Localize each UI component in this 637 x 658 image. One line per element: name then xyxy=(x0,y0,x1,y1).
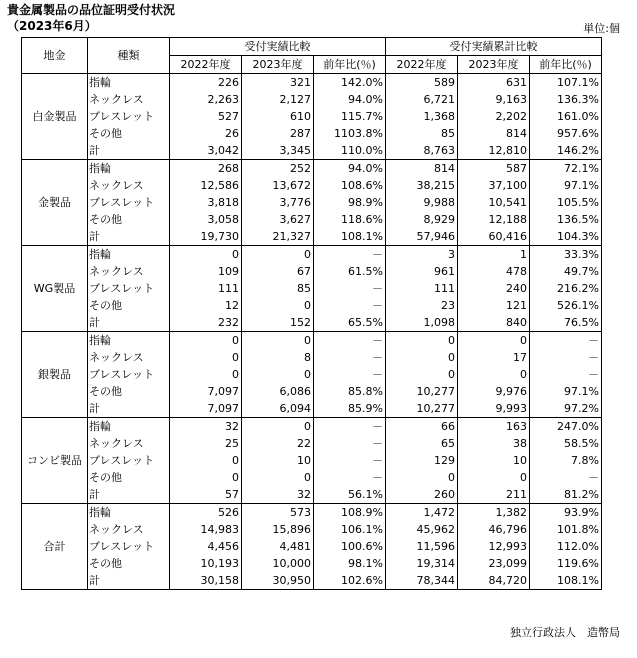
cum-prev-year-cell: 10,277 xyxy=(386,383,458,400)
prev-year-cell: 2,263 xyxy=(170,91,242,108)
type-cell: ブレスレット xyxy=(88,194,170,211)
type-cell: その他 xyxy=(88,211,170,228)
prev-year-cell: 232 xyxy=(170,314,242,332)
cum-ratio-cell: － xyxy=(530,366,602,383)
table-row xyxy=(22,349,602,366)
prev-year-cell: 14,983 xyxy=(170,521,242,538)
table-row xyxy=(22,383,602,400)
type-cell: ネックレス xyxy=(88,91,170,108)
curr-year-cell: 10,000 xyxy=(242,555,314,572)
cum-prev-year-cell: 85 xyxy=(386,125,458,142)
cum-curr-year-cell: 9,976 xyxy=(458,383,530,400)
type-cell: 指輪 xyxy=(88,246,170,264)
prev-year-cell: 0 xyxy=(170,246,242,264)
prev-year-cell: 0 xyxy=(170,349,242,366)
header-cum-prev-year: 2022年度 xyxy=(386,56,458,74)
curr-year-cell: 21,327 xyxy=(242,228,314,246)
curr-year-cell: 321 xyxy=(242,74,314,92)
curr-year-cell: 2,127 xyxy=(242,91,314,108)
cum-prev-year-cell: 1,098 xyxy=(386,314,458,332)
cum-ratio-cell: 108.1% xyxy=(530,572,602,590)
curr-year-cell: 67 xyxy=(242,263,314,280)
ratio-cell: 98.9% xyxy=(314,194,386,211)
header-prev-year: 2022年度 xyxy=(170,56,242,74)
cum-prev-year-cell: 45,962 xyxy=(386,521,458,538)
table-row xyxy=(22,211,602,228)
cum-curr-year-cell: 121 xyxy=(458,297,530,314)
prev-year-cell: 111 xyxy=(170,280,242,297)
cum-prev-year-cell: 589 xyxy=(386,74,458,92)
curr-year-cell: 30,950 xyxy=(242,572,314,590)
table-body xyxy=(22,74,602,590)
table-row xyxy=(22,263,602,280)
type-cell: 計 xyxy=(88,486,170,504)
table-row xyxy=(22,194,602,211)
table-row xyxy=(22,572,602,590)
cum-curr-year-cell: 631 xyxy=(458,74,530,92)
header-ratio: 前年比(％) xyxy=(314,56,386,74)
cum-prev-year-cell: 23 xyxy=(386,297,458,314)
cum-prev-year-cell: 8,763 xyxy=(386,142,458,160)
type-cell: ネックレス xyxy=(88,349,170,366)
ratio-cell: － xyxy=(314,297,386,314)
prev-year-cell: 526 xyxy=(170,504,242,522)
cum-curr-year-cell: 814 xyxy=(458,125,530,142)
cum-prev-year-cell: 3 xyxy=(386,246,458,264)
curr-year-cell: 0 xyxy=(242,418,314,436)
cum-ratio-cell: 97.1% xyxy=(530,177,602,194)
ratio-cell: 110.0% xyxy=(314,142,386,160)
prev-year-cell: 26 xyxy=(170,125,242,142)
header-category: 地金 xyxy=(22,38,88,74)
table-row xyxy=(22,246,602,264)
curr-year-cell: 610 xyxy=(242,108,314,125)
table-row xyxy=(22,332,602,350)
cum-curr-year-cell: 0 xyxy=(458,332,530,350)
prev-year-cell: 3,058 xyxy=(170,211,242,228)
cum-curr-year-cell: 163 xyxy=(458,418,530,436)
ratio-cell: 94.0% xyxy=(314,160,386,178)
cum-prev-year-cell: 6,721 xyxy=(386,91,458,108)
footer-publisher: 独立行政法人 造幣局 xyxy=(510,626,620,639)
category-cell: コンビ製品 xyxy=(22,418,88,504)
ratio-cell: 108.9% xyxy=(314,504,386,522)
cum-prev-year-cell: 57,946 xyxy=(386,228,458,246)
type-cell: 指輪 xyxy=(88,418,170,436)
curr-year-cell: 13,672 xyxy=(242,177,314,194)
curr-year-cell: 6,086 xyxy=(242,383,314,400)
prev-year-cell: 32 xyxy=(170,418,242,436)
ratio-cell: － xyxy=(314,469,386,486)
header-group-cumulative: 受付実績累計比較 xyxy=(386,38,602,56)
table-row xyxy=(22,418,602,436)
prev-year-cell: 0 xyxy=(170,366,242,383)
curr-year-cell: 152 xyxy=(242,314,314,332)
cum-prev-year-cell: 0 xyxy=(386,469,458,486)
prev-year-cell: 268 xyxy=(170,160,242,178)
ratio-cell: 108.6% xyxy=(314,177,386,194)
cum-prev-year-cell: 8,929 xyxy=(386,211,458,228)
table-row xyxy=(22,400,602,418)
type-cell: ブレスレット xyxy=(88,280,170,297)
cum-ratio-cell: 112.0% xyxy=(530,538,602,555)
type-cell: 指輪 xyxy=(88,332,170,350)
prev-year-cell: 12,586 xyxy=(170,177,242,194)
cum-ratio-cell: 104.3% xyxy=(530,228,602,246)
ratio-cell: － xyxy=(314,332,386,350)
cum-curr-year-cell: 9,163 xyxy=(458,91,530,108)
category-cell: WG製品 xyxy=(22,246,88,332)
cum-ratio-cell: 76.5% xyxy=(530,314,602,332)
cum-prev-year-cell: 78,344 xyxy=(386,572,458,590)
ratio-cell: 118.6% xyxy=(314,211,386,228)
type-cell: ブレスレット xyxy=(88,108,170,125)
cum-ratio-cell: 136.3% xyxy=(530,91,602,108)
header-curr-year: 2023年度 xyxy=(242,56,314,74)
prev-year-cell: 19,730 xyxy=(170,228,242,246)
curr-year-cell: 10 xyxy=(242,452,314,469)
ratio-cell: － xyxy=(314,452,386,469)
cum-ratio-cell: 161.0% xyxy=(530,108,602,125)
cum-ratio-cell: 136.5% xyxy=(530,211,602,228)
cum-curr-year-cell: 12,188 xyxy=(458,211,530,228)
type-cell: 計 xyxy=(88,572,170,590)
cum-prev-year-cell: 260 xyxy=(386,486,458,504)
table-row xyxy=(22,297,602,314)
cum-prev-year-cell: 38,215 xyxy=(386,177,458,194)
curr-year-cell: 85 xyxy=(242,280,314,297)
cum-ratio-cell: － xyxy=(530,349,602,366)
cum-curr-year-cell: 0 xyxy=(458,366,530,383)
curr-year-cell: 287 xyxy=(242,125,314,142)
cum-ratio-cell: 105.5% xyxy=(530,194,602,211)
cum-prev-year-cell: 19,314 xyxy=(386,555,458,572)
prev-year-cell: 527 xyxy=(170,108,242,125)
type-cell: ネックレス xyxy=(88,521,170,538)
cum-curr-year-cell: 211 xyxy=(458,486,530,504)
cum-prev-year-cell: 9,988 xyxy=(386,194,458,211)
cum-curr-year-cell: 46,796 xyxy=(458,521,530,538)
cum-curr-year-cell: 10 xyxy=(458,452,530,469)
cum-ratio-cell: 97.1% xyxy=(530,383,602,400)
table-row xyxy=(22,555,602,572)
cum-prev-year-cell: 0 xyxy=(386,332,458,350)
table-header xyxy=(22,38,602,74)
prev-year-cell: 57 xyxy=(170,486,242,504)
type-cell: ブレスレット xyxy=(88,538,170,555)
cum-ratio-cell: 107.1% xyxy=(530,74,602,92)
table-row xyxy=(22,486,602,504)
curr-year-cell: 0 xyxy=(242,332,314,350)
ratio-cell: 85.9% xyxy=(314,400,386,418)
prev-year-cell: 10,193 xyxy=(170,555,242,572)
cum-curr-year-cell: 60,416 xyxy=(458,228,530,246)
prev-year-cell: 0 xyxy=(170,332,242,350)
cum-curr-year-cell: 478 xyxy=(458,263,530,280)
curr-year-cell: 252 xyxy=(242,160,314,178)
type-cell: その他 xyxy=(88,125,170,142)
table-row xyxy=(22,280,602,297)
curr-year-cell: 0 xyxy=(242,366,314,383)
ratio-cell: － xyxy=(314,280,386,297)
cum-ratio-cell: － xyxy=(530,332,602,350)
header-cum-ratio: 前年比(％) xyxy=(530,56,602,74)
cum-prev-year-cell: 10,277 xyxy=(386,400,458,418)
prev-year-cell: 25 xyxy=(170,435,242,452)
cum-prev-year-cell: 0 xyxy=(386,349,458,366)
cum-curr-year-cell: 240 xyxy=(458,280,530,297)
curr-year-cell: 6,094 xyxy=(242,400,314,418)
curr-year-cell: 3,627 xyxy=(242,211,314,228)
cum-curr-year-cell: 38 xyxy=(458,435,530,452)
prev-year-cell: 109 xyxy=(170,263,242,280)
table-row xyxy=(22,74,602,92)
header-cum-curr-year: 2023年度 xyxy=(458,56,530,74)
type-cell: ネックレス xyxy=(88,435,170,452)
certification-table xyxy=(21,37,602,590)
cum-curr-year-cell: 12,993 xyxy=(458,538,530,555)
cum-ratio-cell: 33.3% xyxy=(530,246,602,264)
prev-year-cell: 226 xyxy=(170,74,242,92)
curr-year-cell: 0 xyxy=(242,469,314,486)
cum-curr-year-cell: 840 xyxy=(458,314,530,332)
prev-year-cell: 7,097 xyxy=(170,400,242,418)
cum-ratio-cell: 216.2% xyxy=(530,280,602,297)
cum-prev-year-cell: 66 xyxy=(386,418,458,436)
page-subtitle: （2023年6月） xyxy=(7,19,97,33)
cum-prev-year-cell: 129 xyxy=(386,452,458,469)
category-cell: 合計 xyxy=(22,504,88,590)
type-cell: 計 xyxy=(88,314,170,332)
cum-curr-year-cell: 17 xyxy=(458,349,530,366)
ratio-cell: － xyxy=(314,349,386,366)
prev-year-cell: 4,456 xyxy=(170,538,242,555)
cum-ratio-cell: 247.0% xyxy=(530,418,602,436)
curr-year-cell: 32 xyxy=(242,486,314,504)
ratio-cell: － xyxy=(314,435,386,452)
cum-curr-year-cell: 9,993 xyxy=(458,400,530,418)
type-cell: 計 xyxy=(88,400,170,418)
cum-curr-year-cell: 587 xyxy=(458,160,530,178)
table-row xyxy=(22,228,602,246)
cum-ratio-cell: 119.6% xyxy=(530,555,602,572)
curr-year-cell: 22 xyxy=(242,435,314,452)
cum-ratio-cell: 97.2% xyxy=(530,400,602,418)
curr-year-cell: 3,776 xyxy=(242,194,314,211)
prev-year-cell: 0 xyxy=(170,469,242,486)
cum-curr-year-cell: 37,100 xyxy=(458,177,530,194)
ratio-cell: 98.1% xyxy=(314,555,386,572)
curr-year-cell: 573 xyxy=(242,504,314,522)
cum-ratio-cell: 49.7% xyxy=(530,263,602,280)
type-cell: 指輪 xyxy=(88,74,170,92)
table-row xyxy=(22,435,602,452)
ratio-cell: 85.8% xyxy=(314,383,386,400)
curr-year-cell: 4,481 xyxy=(242,538,314,555)
cum-prev-year-cell: 11,596 xyxy=(386,538,458,555)
ratio-cell: 56.1% xyxy=(314,486,386,504)
cum-curr-year-cell: 10,541 xyxy=(458,194,530,211)
table-row xyxy=(22,160,602,178)
cum-ratio-cell: 58.5% xyxy=(530,435,602,452)
table-row xyxy=(22,177,602,194)
ratio-cell: 61.5% xyxy=(314,263,386,280)
cum-ratio-cell: 101.8% xyxy=(530,521,602,538)
type-cell: その他 xyxy=(88,555,170,572)
cum-prev-year-cell: 961 xyxy=(386,263,458,280)
cum-curr-year-cell: 1 xyxy=(458,246,530,264)
prev-year-cell: 30,158 xyxy=(170,572,242,590)
cum-prev-year-cell: 1,368 xyxy=(386,108,458,125)
cum-ratio-cell: 526.1% xyxy=(530,297,602,314)
ratio-cell: 106.1% xyxy=(314,521,386,538)
table-row xyxy=(22,108,602,125)
curr-year-cell: 0 xyxy=(242,297,314,314)
cum-ratio-cell: 957.6% xyxy=(530,125,602,142)
cum-curr-year-cell: 1,382 xyxy=(458,504,530,522)
type-cell: その他 xyxy=(88,383,170,400)
cum-curr-year-cell: 0 xyxy=(458,469,530,486)
cum-curr-year-cell: 12,810 xyxy=(458,142,530,160)
table-row xyxy=(22,521,602,538)
type-cell: その他 xyxy=(88,469,170,486)
ratio-cell: 115.7% xyxy=(314,108,386,125)
prev-year-cell: 12 xyxy=(170,297,242,314)
category-cell: 銀製品 xyxy=(22,332,88,418)
type-cell: 計 xyxy=(88,228,170,246)
cum-prev-year-cell: 65 xyxy=(386,435,458,452)
curr-year-cell: 15,896 xyxy=(242,521,314,538)
curr-year-cell: 8 xyxy=(242,349,314,366)
table-row xyxy=(22,142,602,160)
type-cell: ネックレス xyxy=(88,263,170,280)
cum-curr-year-cell: 84,720 xyxy=(458,572,530,590)
ratio-cell: 102.6% xyxy=(314,572,386,590)
ratio-cell: 1103.8% xyxy=(314,125,386,142)
ratio-cell: － xyxy=(314,246,386,264)
cum-prev-year-cell: 1,472 xyxy=(386,504,458,522)
ratio-cell: － xyxy=(314,418,386,436)
cum-prev-year-cell: 0 xyxy=(386,366,458,383)
type-cell: ブレスレット xyxy=(88,366,170,383)
table-row xyxy=(22,452,602,469)
cum-ratio-cell: 72.1% xyxy=(530,160,602,178)
curr-year-cell: 0 xyxy=(242,246,314,264)
category-cell: 金製品 xyxy=(22,160,88,246)
cum-curr-year-cell: 2,202 xyxy=(458,108,530,125)
ratio-cell: 142.0% xyxy=(314,74,386,92)
cum-prev-year-cell: 111 xyxy=(386,280,458,297)
table-row xyxy=(22,125,602,142)
type-cell: 計 xyxy=(88,142,170,160)
ratio-cell: 65.5% xyxy=(314,314,386,332)
cum-curr-year-cell: 23,099 xyxy=(458,555,530,572)
ratio-cell: 94.0% xyxy=(314,91,386,108)
type-cell: その他 xyxy=(88,297,170,314)
page-title: 貴金属製品の品位証明受付状況 xyxy=(7,3,176,17)
table-row xyxy=(22,469,602,486)
type-cell: 指輪 xyxy=(88,504,170,522)
prev-year-cell: 0 xyxy=(170,452,242,469)
prev-year-cell: 7,097 xyxy=(170,383,242,400)
table-row xyxy=(22,538,602,555)
type-cell: ブレスレット xyxy=(88,452,170,469)
type-cell: 指輪 xyxy=(88,160,170,178)
cum-ratio-cell: 93.9% xyxy=(530,504,602,522)
category-cell: 白金製品 xyxy=(22,74,88,160)
ratio-cell: 100.6% xyxy=(314,538,386,555)
header-type: 種類 xyxy=(88,38,170,74)
type-cell: ネックレス xyxy=(88,177,170,194)
cum-ratio-cell: 7.8% xyxy=(530,452,602,469)
ratio-cell: 108.1% xyxy=(314,228,386,246)
cum-ratio-cell: 146.2% xyxy=(530,142,602,160)
table-row xyxy=(22,91,602,108)
curr-year-cell: 3,345 xyxy=(242,142,314,160)
cum-ratio-cell: － xyxy=(530,469,602,486)
cum-prev-year-cell: 814 xyxy=(386,160,458,178)
table-row xyxy=(22,314,602,332)
table-row xyxy=(22,504,602,522)
prev-year-cell: 3,042 xyxy=(170,142,242,160)
cum-ratio-cell: 81.2% xyxy=(530,486,602,504)
unit-label: 単位:個 xyxy=(583,22,620,35)
ratio-cell: － xyxy=(314,366,386,383)
table-row xyxy=(22,366,602,383)
header-group-monthly: 受付実績比較 xyxy=(170,38,386,56)
prev-year-cell: 3,818 xyxy=(170,194,242,211)
